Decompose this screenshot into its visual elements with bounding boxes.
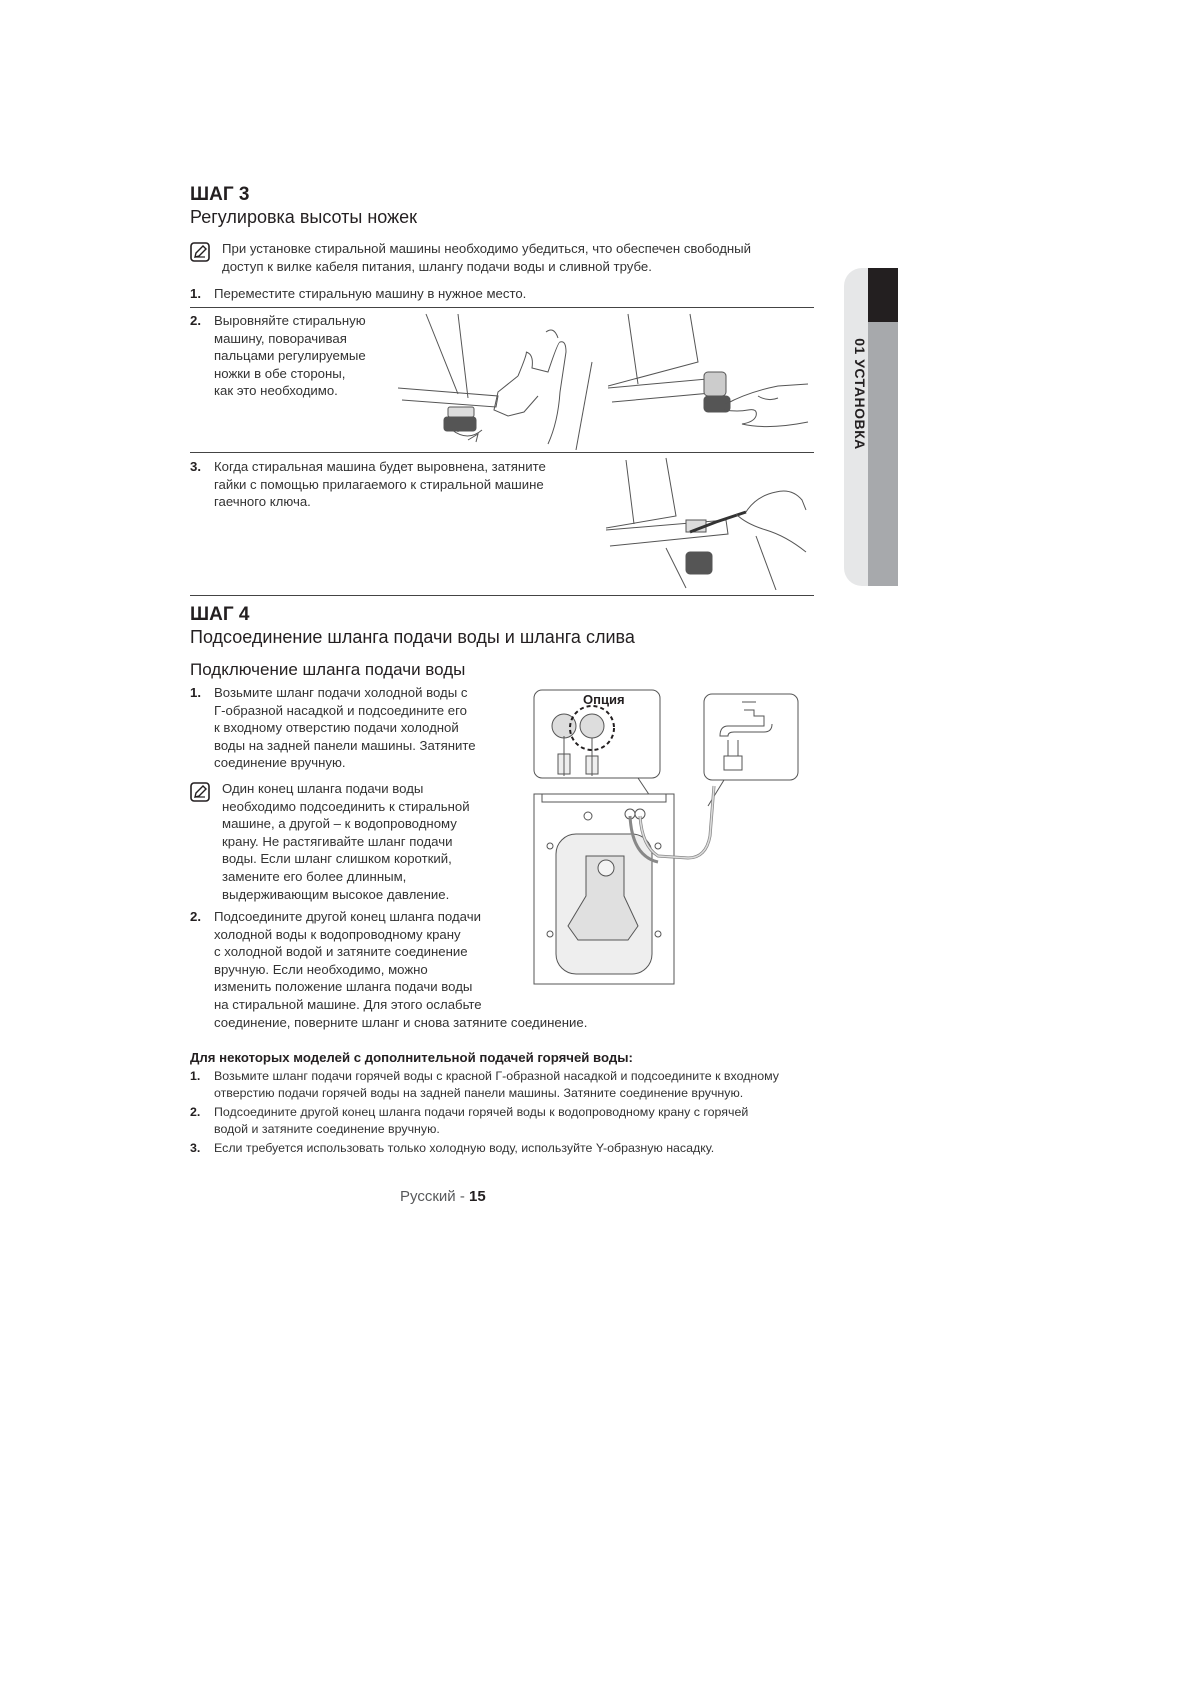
hot-water-heading: Для некоторых моделей с дополнительной подачей горячей воды: bbox=[190, 1050, 633, 1065]
step4-item-1-num: 1. bbox=[190, 685, 201, 700]
step4-title: ШАГ 4 bbox=[190, 604, 250, 625]
hot-water-item-1-line: Возьмите шланг подачи горячей воды с красной Г-образной насадкой и подсоедините к входному bbox=[214, 1069, 780, 1083]
step4-item-1-line: соединение вручную. bbox=[214, 755, 346, 771]
step3-item-2 bbox=[190, 312, 414, 400]
hot-water-item-2-line: Подсоедините другой конец шланга подачи горячей воды к водопроводному крану с горячей bbox=[214, 1105, 749, 1119]
step4-item-1-line: Возьмите шланг подачи холодной воды с bbox=[214, 685, 468, 700]
step4-item-1 bbox=[190, 684, 544, 772]
water-inlet-illustration bbox=[528, 686, 808, 998]
hot-water-item-2-line: водой и затяните соединение вручную. bbox=[214, 1122, 440, 1137]
option-label: Опция bbox=[583, 692, 625, 707]
hot-water-item-3-num: 3. bbox=[190, 1141, 201, 1155]
step4-subtitle: Подсоединение шланга подачи воды и шланга слива bbox=[190, 627, 635, 647]
step4-item-2-line: вручную. Если необходимо, можно bbox=[214, 961, 428, 977]
step3-item-2-line: как это необходимо. bbox=[214, 383, 338, 399]
step3-item-3-line: гаечного ключа. bbox=[214, 494, 311, 510]
hot-water-item-1-line: отверстию подачи горячей воды на задней панели машины. Затяните соединение вручную. bbox=[214, 1086, 744, 1101]
hot-water-item-3 bbox=[190, 1140, 854, 1157]
note-icon bbox=[190, 242, 210, 262]
step3-item-3-line: Когда стиральная машина будет выровнена, затяните bbox=[214, 459, 546, 474]
step4-note-line: выдерживающим высокое давление. bbox=[222, 886, 450, 902]
step4-item-2-line: соединение, поверните шланг и снова затяните соединение. bbox=[214, 1014, 588, 1030]
footer-language: Русский - bbox=[400, 1188, 469, 1205]
page-footer bbox=[400, 1188, 486, 1205]
divider bbox=[190, 452, 814, 453]
step4-item-2-line: Подсоедините другой конец шланга подачи bbox=[214, 909, 481, 924]
hot-water-item-2-num: 2. bbox=[190, 1105, 201, 1119]
step3-item-1-num: 1. bbox=[190, 286, 201, 301]
step4-note-line: замените его более длинным, bbox=[222, 868, 407, 884]
hot-water-item-1-num: 1. bbox=[190, 1069, 201, 1083]
foot-adjust-illustration-left bbox=[398, 312, 598, 450]
step3-item-2-line: ножки в обе стороны, bbox=[214, 365, 346, 381]
step3-title: ШАГ 3 bbox=[190, 184, 250, 205]
step4-note-line: машине, а другой – к водопроводному bbox=[222, 816, 457, 832]
step4-note-line: воды. Если шланг слишком короткий, bbox=[222, 851, 452, 867]
step4-item-1-line: воды на задней панели машины. Затяните bbox=[214, 737, 476, 753]
step4-item-2-line: изменить положение шланга подачи воды bbox=[214, 979, 473, 995]
note-icon bbox=[190, 782, 210, 802]
side-tab-label: 01 УСТАНОВКА bbox=[852, 338, 868, 450]
step4-note-line: крану. Не растягивайте шланг подачи bbox=[222, 833, 453, 849]
step3-item-1-text: Переместите стиральную машину в нужное место. bbox=[214, 286, 527, 301]
side-tab-bar bbox=[868, 322, 898, 586]
hot-water-item-2 bbox=[190, 1104, 854, 1139]
step3-item-3-num: 3. bbox=[190, 459, 201, 474]
step4-note-line: необходимо подсоединить к стиральной bbox=[222, 798, 470, 814]
step3-note-line1: При установке стиральной машины необходимо убедиться, что обеспечен свободный bbox=[222, 241, 752, 256]
step3-item-2-line: Выровняйте стиральную bbox=[214, 313, 366, 328]
step3-subtitle: Регулировка высоты ножек bbox=[190, 207, 417, 227]
step3-item-1 bbox=[190, 285, 814, 303]
step4-note-line: Один конец шланга подачи воды bbox=[222, 781, 424, 796]
step4-item-2-line: холодной воды к водопроводному крану bbox=[214, 926, 461, 942]
hot-water-item-1 bbox=[190, 1068, 854, 1103]
step4-note bbox=[222, 780, 522, 903]
step3-item-2-line: пальцами регулируемые bbox=[214, 348, 366, 364]
hot-water-item-3-line: Если требуется использовать только холодную воду, используйте Y-образную насадку. bbox=[214, 1141, 715, 1155]
side-tab-marker bbox=[868, 268, 898, 322]
step4-item-2-line: с холодной водой и затяните соединение bbox=[214, 944, 468, 960]
divider bbox=[190, 307, 814, 308]
step3-item-2-num: 2. bbox=[190, 313, 201, 328]
step3-item-2-line: машину, поворачивая bbox=[214, 330, 347, 346]
step4-item-2-num: 2. bbox=[190, 909, 201, 924]
divider bbox=[190, 595, 814, 596]
step4-item-1-line: к входному отверстию подачи холодной bbox=[214, 720, 459, 736]
step3-item-3 bbox=[190, 458, 634, 511]
step3-item-3-line: гайки с помощью прилагаемого к стиральной машине bbox=[214, 476, 544, 492]
foot-adjust-illustration-right bbox=[608, 312, 818, 450]
step4-section-title: Подключение шланга подачи воды bbox=[190, 660, 466, 679]
page-number: 15 bbox=[469, 1188, 486, 1205]
wrench-illustration bbox=[606, 456, 816, 590]
step3-note-line2: доступ к вилке кабеля питания, шлангу подачи воды и сливной трубе. bbox=[222, 259, 652, 274]
step4-item-1-line: Г-образной насадкой и подсоедините его bbox=[214, 702, 467, 718]
step4-item-2-line: на стиральной машине. Для этого ослабьте bbox=[214, 996, 482, 1012]
